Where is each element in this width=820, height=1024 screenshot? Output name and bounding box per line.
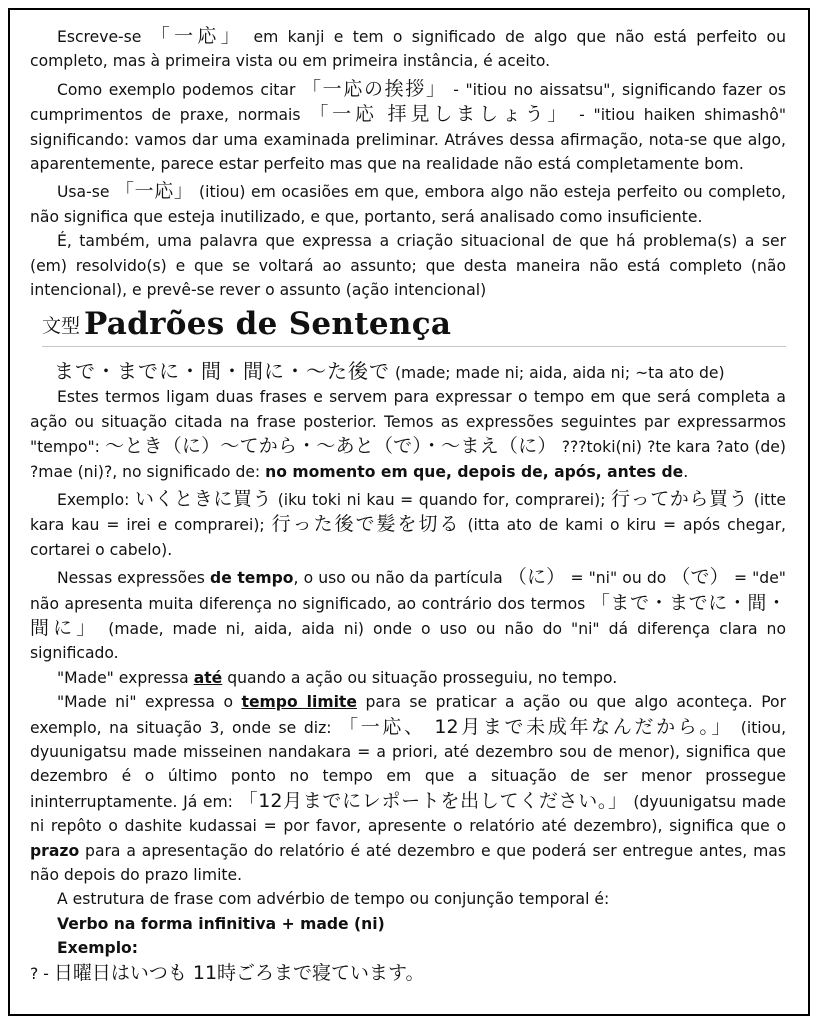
japanese-example: 「12月までにレポートを出してください。」: [238, 789, 628, 812]
text: "Made" expressa: [57, 668, 194, 687]
text: (itta ato de kami o kiru = após chegar, cortarei o cabelo).: [30, 516, 786, 559]
japanese-particle: （で）: [671, 566, 729, 589]
paragraph-4: É, também, uma palavra que expressa a criação situacional de que há problema(s) a ser (em) resolvido(s) e que se voltará ao assunto; que desta maneira não está completo (não intencional), e prevê-se rever o assunto (ação intencional): [30, 232, 786, 300]
bold-text: no momento em que, depois de, após, antes de: [265, 462, 684, 481]
sentence-patterns: [54, 359, 786, 385]
underlined-bold-text: tempo limite: [241, 693, 357, 712]
document-page: [8, 8, 810, 1016]
heading-title: Padrões de Sentença: [84, 306, 452, 343]
japanese-patterns: まで・までに・間・間に・～た後で: [54, 358, 390, 383]
japanese-term: 「一応の挨拶」: [302, 77, 447, 100]
text: para a apresentação do relatório é até dezembro e que poderá ser entregue antes, mas não depois do prazo limite.: [30, 841, 786, 884]
paragraph-10: A estrutura de frase com advérbio de tempo ou conjunção temporal é:: [57, 890, 610, 909]
text: (itte kara kau = irei e comprarei);: [30, 490, 786, 535]
text: = "de" não apresenta muita diferença no significado, ao contrário dos termos: [30, 569, 786, 613]
japanese-term: 「一応」: [150, 25, 245, 47]
example-label: [57, 936, 786, 960]
text: em kanji e tem o significado de algo que não está perfeito ou completo, mas à primeira vista ou em primeira instância, é aceito.: [30, 28, 786, 71]
text: Exemplo:: [57, 490, 135, 509]
text: Escreve-se: [57, 28, 151, 46]
text: (dyuunigatsu made ni repôto o dashite kudassai = por favor, apresente o relatório até dezembro), significa que o: [30, 792, 786, 836]
japanese-example: いくときに買う: [134, 487, 273, 510]
text: (itiou) em ocasiões em que, embora algo não esteja perfeito ou completo, não significa que esteja inutilizado, e que, portanto, será analisado como insuficiente.: [30, 183, 786, 226]
text: Como exemplo podemos citar: [57, 80, 303, 99]
japanese-example: 行ってから買う: [611, 487, 749, 510]
paragraph-6: [30, 487, 786, 562]
text: - "itiou no aissatsu", significando fazer os cumprimentos de praxe, normais: [30, 80, 787, 125]
text: para se praticar a ação ou que algo aconteça. Por exemplo, na situação 3, onde se diz:: [30, 693, 786, 737]
japanese-term: 「一応」: [115, 180, 194, 203]
text: (itiou, dyuunigatsu made misseinen nandakara = a priori, até dezembro sou de menor), significa que dezembro é o último ponto no tempo em que a situação de ser menor prossegue ininterruptamente. Já em:: [30, 718, 787, 811]
japanese-term: ～とき（に）～てから・～あと（で）・～まえ（に）: [105, 435, 557, 458]
bold-text: prazo: [30, 841, 80, 860]
japanese-example: 行った後で髪を切る: [271, 513, 461, 536]
text: Usa-se: [57, 183, 116, 202]
heading-tag: 文型: [42, 315, 81, 338]
japanese-term: 「まで・までに・間・間に」: [30, 591, 786, 639]
text: , o uso ou não da partícula: [293, 569, 508, 588]
paragraph-5: [30, 385, 786, 484]
underlined-bold-text: até: [193, 668, 223, 687]
japanese-particle: （に）: [507, 566, 566, 589]
text: "Made ni" expressa o: [57, 693, 242, 712]
text: Nessas expressões: [57, 569, 211, 588]
patterns-romaji: (made; made ni; aida, aida ni; ~ta ato de): [394, 363, 725, 382]
text: (made, made ni, aida, aida ni) onde o uso ou não do "ni" dá diferença clara no significado.: [30, 619, 786, 663]
structure-formula: [57, 912, 786, 936]
text: - "itiou haiken shimashô" significando: vamos dar uma examinada preliminar. Atráves dessa afirmação, nota-se que algo, aparentemente, parece estar perfeito mas que na realidade não está completamente bom.: [30, 106, 787, 174]
paragraph-1: [30, 24, 786, 74]
paragraph-2: [30, 77, 786, 177]
example-sentence: [30, 961, 786, 986]
bold-text: Exemplo:: [57, 939, 138, 958]
text: ? -: [30, 964, 54, 983]
section-heading: [42, 306, 786, 346]
paragraph-3: [30, 179, 786, 229]
text: = "ni" ou do: [565, 569, 672, 588]
paragraph-9: [30, 690, 786, 887]
japanese-example: 日曜日はいつも 11時ごろまで寝ています。: [53, 961, 425, 984]
japanese-term: 「一応 拝見しましょう」: [309, 103, 571, 126]
text: (iku toki ni kau = quando for, comprarei);: [272, 490, 612, 509]
text: ???toki(ni) ?te kara ?ato (de) ?mae (ni)?, no significado de:: [30, 438, 786, 481]
text: .: [683, 462, 689, 481]
bold-text: de tempo: [210, 569, 294, 588]
bold-text: Verbo na forma infinitiva + made (ni): [57, 914, 385, 933]
paragraph-8: [30, 666, 786, 690]
japanese-example: 「一応、 12月まで未成年なんだから。」: [339, 715, 734, 738]
text: Estes termos ligam duas frases e servem para expressar o tempo em que será completa a ação ou situação citada na frase posterior. Temos as expressões seguintes par expressarmos "tempo":: [30, 388, 786, 457]
text: quando a ação ou situação prosseguiu, no tempo.: [222, 668, 618, 687]
paragraph-7: [30, 565, 786, 666]
